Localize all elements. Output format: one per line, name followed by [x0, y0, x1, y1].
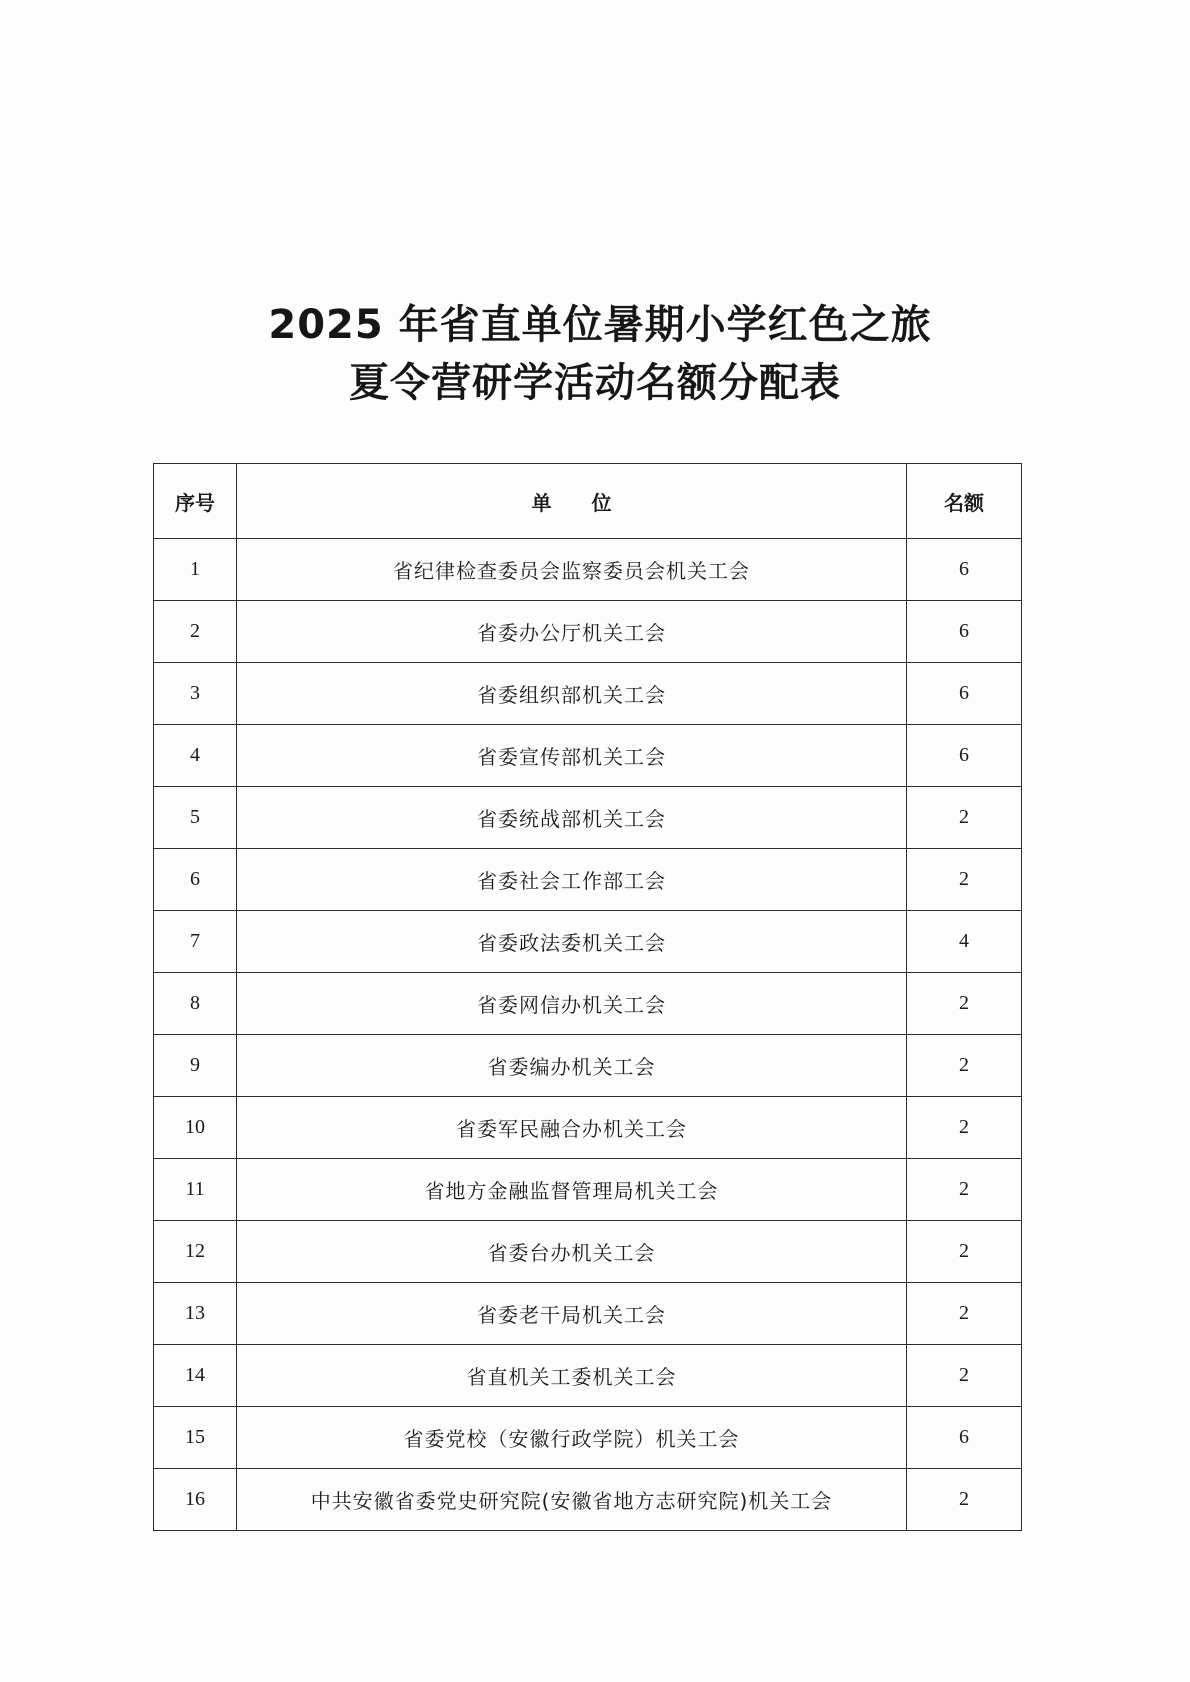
row-quota: 2	[907, 1221, 1022, 1283]
row-index: 2	[154, 601, 237, 663]
row-index: 6	[154, 849, 237, 911]
row-quota: 6	[907, 663, 1022, 725]
row-unit: 省委老干局机关工会	[237, 1283, 907, 1345]
row-unit: 省直机关工委机关工会	[237, 1345, 907, 1407]
row-index: 1	[154, 539, 237, 601]
table-row	[154, 539, 1022, 601]
table-row	[154, 1345, 1022, 1407]
row-index: 15	[154, 1407, 237, 1469]
header-row	[154, 464, 1022, 539]
allocation-table	[153, 463, 1022, 1531]
row-index: 10	[154, 1097, 237, 1159]
table-row	[154, 1035, 1022, 1097]
header-unit: 单 位	[237, 464, 907, 539]
row-unit: 省委台办机关工会	[237, 1221, 907, 1283]
row-index: 14	[154, 1345, 237, 1407]
row-index: 9	[154, 1035, 237, 1097]
table-row	[154, 973, 1022, 1035]
row-quota: 4	[907, 911, 1022, 973]
table-row	[154, 1159, 1022, 1221]
row-unit: 省委统战部机关工会	[237, 787, 907, 849]
table-row	[154, 1469, 1022, 1531]
table-row	[154, 663, 1022, 725]
table-row	[154, 787, 1022, 849]
row-index: 11	[154, 1159, 237, 1221]
table-header	[154, 464, 1022, 539]
table-row	[154, 725, 1022, 787]
row-unit: 省委网信办机关工会	[237, 973, 907, 1035]
row-unit: 省地方金融监督管理局机关工会	[237, 1159, 907, 1221]
row-unit: 省委宣传部机关工会	[237, 725, 907, 787]
title-line-1: 2025 年省直单位暑期小学红色之旅	[268, 302, 932, 348]
header-quota: 名额	[907, 464, 1022, 539]
table-row	[154, 1221, 1022, 1283]
row-unit: 省委组织部机关工会	[237, 663, 907, 725]
row-quota: 2	[907, 1097, 1022, 1159]
table-row	[154, 1283, 1022, 1345]
row-unit: 省委编办机关工会	[237, 1035, 907, 1097]
row-index: 3	[154, 663, 237, 725]
row-quota: 6	[907, 539, 1022, 601]
row-quota: 6	[907, 1407, 1022, 1469]
row-unit: 省委办公厅机关工会	[237, 601, 907, 663]
row-quota: 6	[907, 725, 1022, 787]
row-unit: 省委党校（安徽行政学院）机关工会	[237, 1407, 907, 1469]
row-index: 8	[154, 973, 237, 1035]
row-quota: 6	[907, 601, 1022, 663]
row-quota: 2	[907, 1159, 1022, 1221]
table-row	[154, 1097, 1022, 1159]
row-quota: 2	[907, 1283, 1022, 1345]
table-body	[154, 539, 1022, 1531]
row-quota: 2	[907, 1469, 1022, 1531]
row-unit: 中共安徽省委党史研究院(安徽省地方志研究院)机关工会	[237, 1469, 907, 1531]
title-line-2: 夏令营研学活动名额分配表	[349, 360, 841, 406]
row-index: 16	[154, 1469, 237, 1531]
row-quota: 2	[907, 1345, 1022, 1407]
header-index: 序号	[154, 464, 237, 539]
row-unit: 省委政法委机关工会	[237, 911, 907, 973]
table-row	[154, 1407, 1022, 1469]
row-unit: 省委军民融合办机关工会	[237, 1097, 907, 1159]
row-index: 13	[154, 1283, 237, 1345]
row-index: 7	[154, 911, 237, 973]
row-unit: 省委社会工作部工会	[237, 849, 907, 911]
table-row	[154, 911, 1022, 973]
row-index: 5	[154, 787, 237, 849]
row-index: 4	[154, 725, 237, 787]
row-quota: 2	[907, 1035, 1022, 1097]
table-row	[154, 849, 1022, 911]
row-index: 12	[154, 1221, 237, 1283]
row-unit: 省纪律检查委员会监察委员会机关工会	[237, 539, 907, 601]
table-row	[154, 601, 1022, 663]
page-title	[0, 296, 1190, 412]
row-quota: 2	[907, 849, 1022, 911]
row-quota: 2	[907, 973, 1022, 1035]
row-quota: 2	[907, 787, 1022, 849]
